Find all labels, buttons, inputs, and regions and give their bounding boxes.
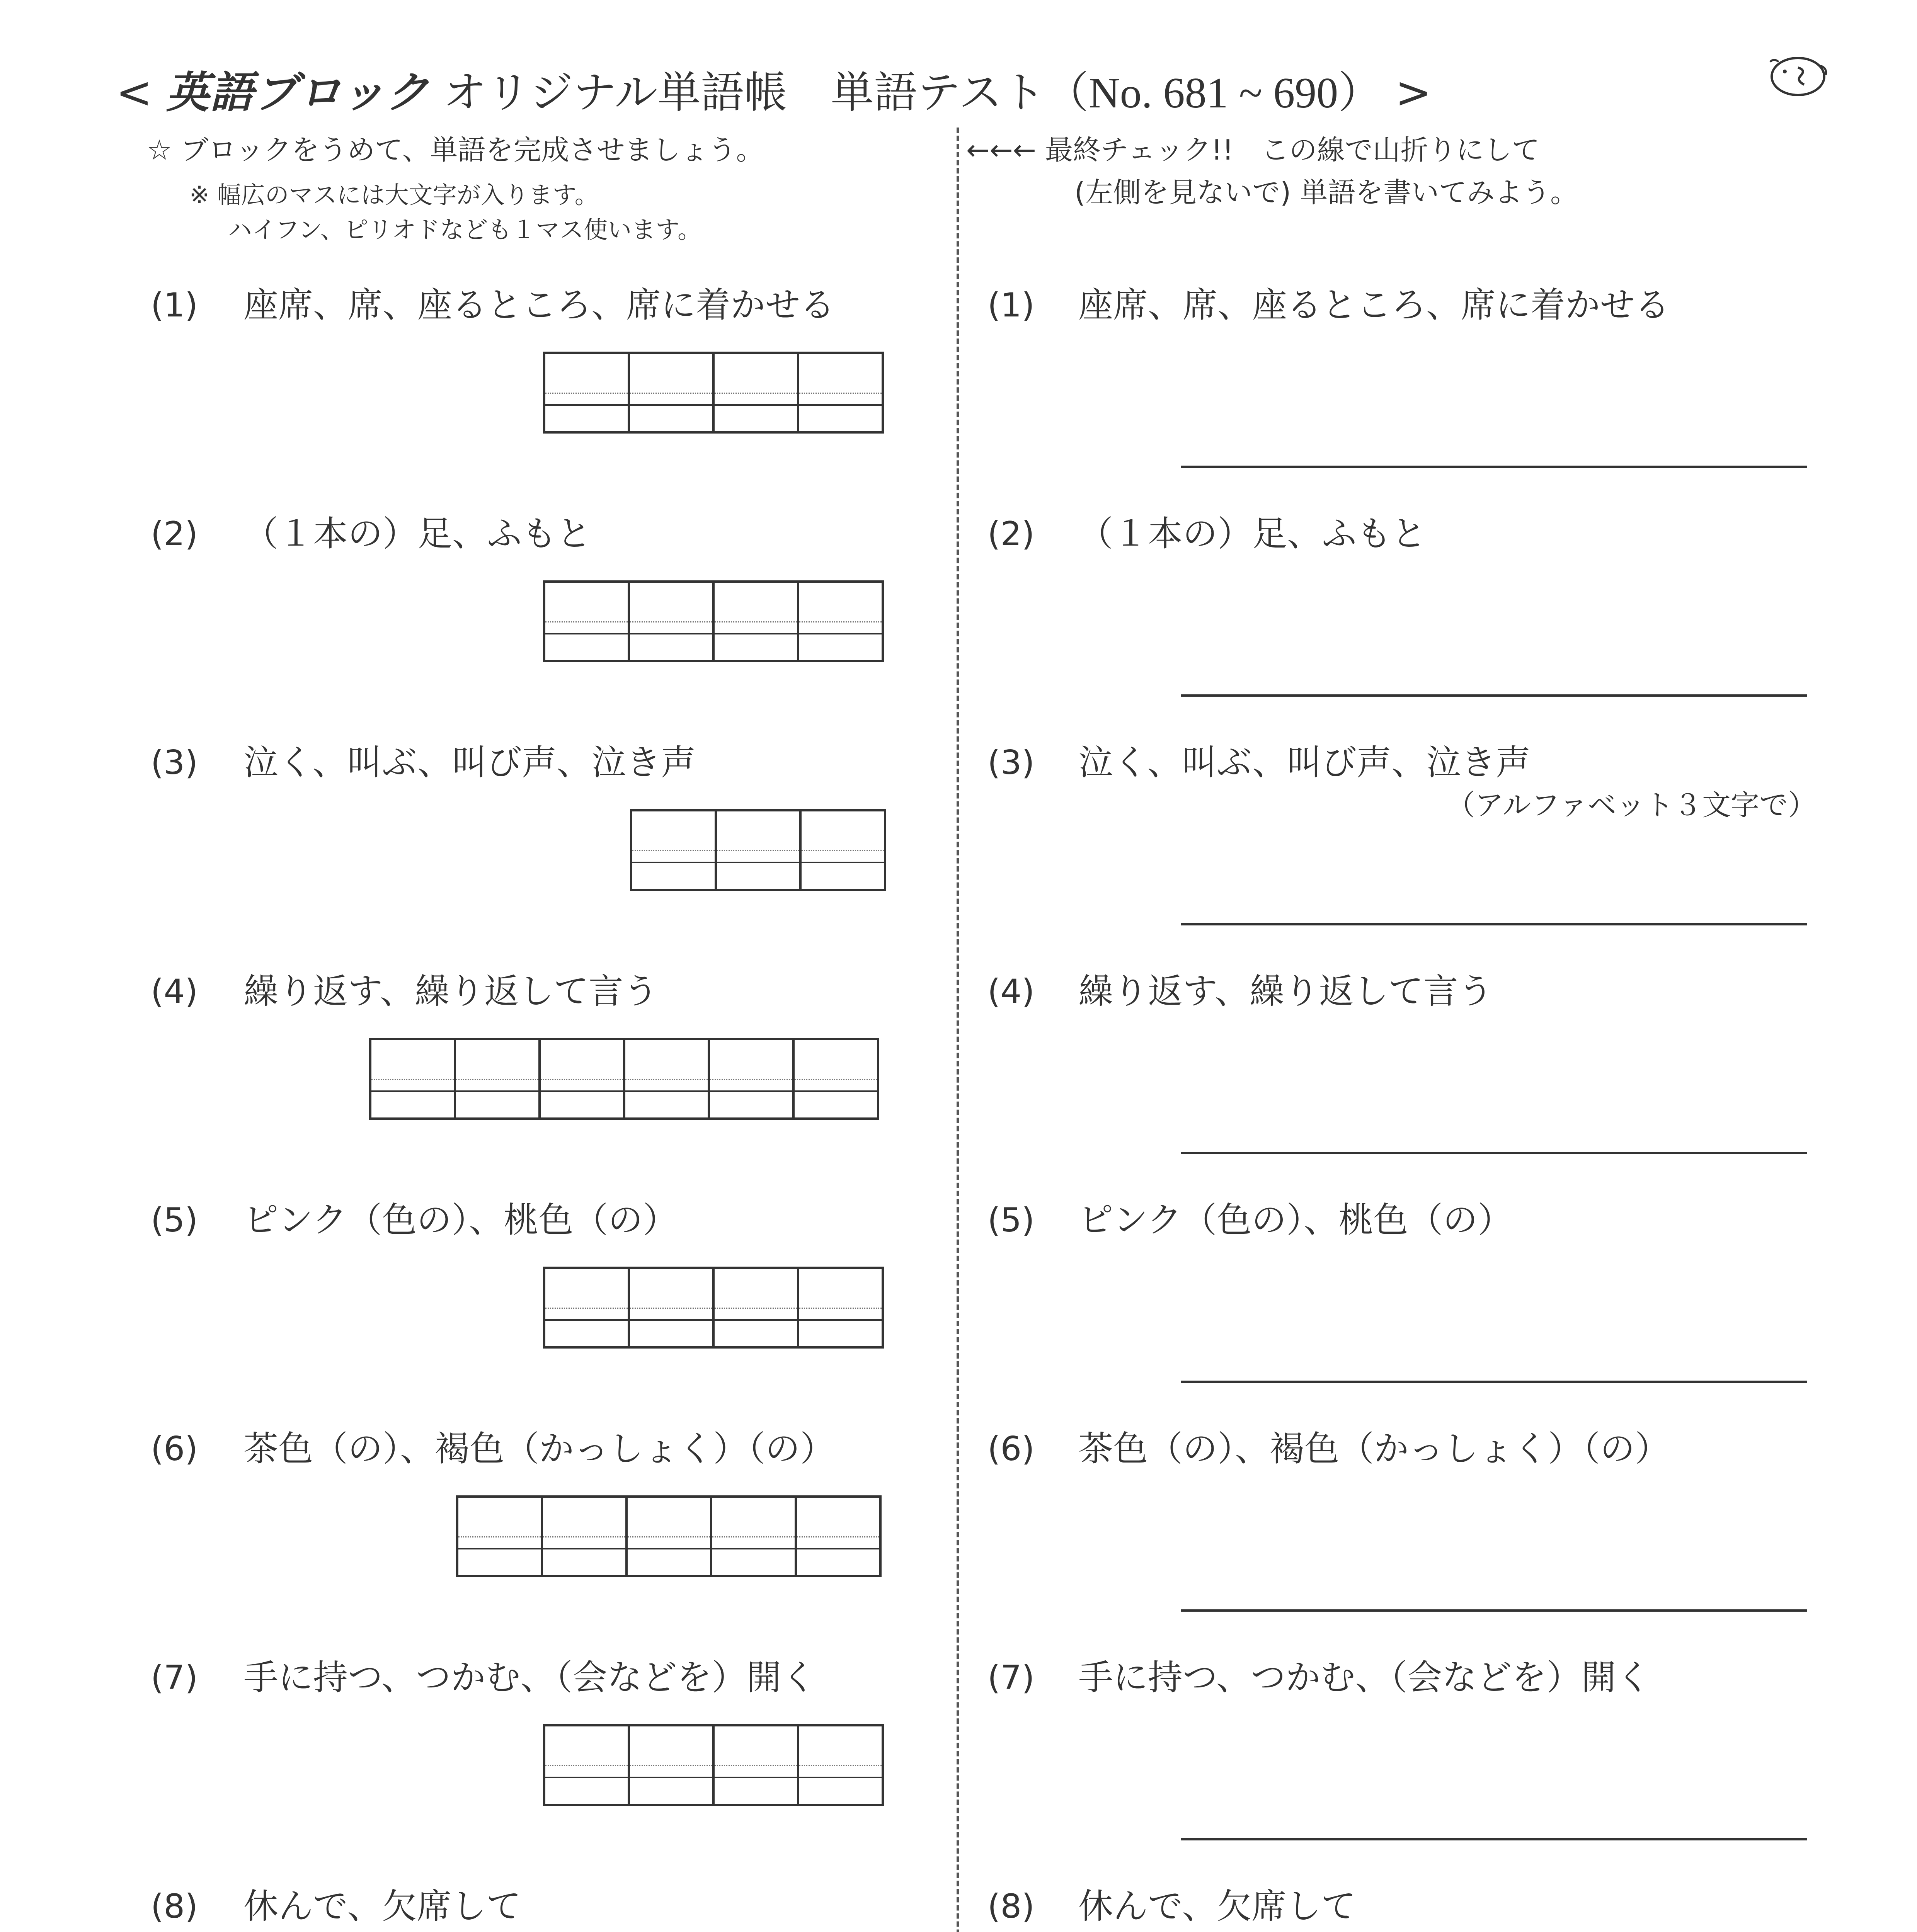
left-question-text: ピンク（色の）、桃色（の） xyxy=(243,1200,678,1240)
answer-cell[interactable] xyxy=(630,583,715,662)
left-question-text: 茶色（の）、褐色（かっしょく）（の） xyxy=(243,1429,835,1469)
right-question-hint: （アルファベット３文字で） xyxy=(1446,789,1817,822)
answer-cell[interactable] xyxy=(545,1726,630,1806)
left-question-number: (8) xyxy=(151,1887,198,1926)
answer-cell[interactable] xyxy=(799,1726,884,1806)
answer-write-line[interactable] xyxy=(1181,1381,1807,1383)
title-range: （No. 681 ~ 690） xyxy=(1045,69,1382,117)
answer-cell[interactable] xyxy=(712,1498,797,1577)
answer-write-line[interactable] xyxy=(1181,694,1807,697)
right-question-text: ピンク（色の）、桃色（の） xyxy=(1078,1200,1513,1240)
right-question-number: (7) xyxy=(987,1658,1035,1697)
answer-cell[interactable] xyxy=(456,1040,541,1120)
left-question-text: 休んで、欠席して xyxy=(243,1886,521,1927)
left-question-text: 座席、席、座るところ、席に着かせる xyxy=(243,285,835,325)
answer-write-line[interactable] xyxy=(1181,1152,1807,1154)
title-text: オリジナル単語帳 単語テスト xyxy=(429,68,1045,118)
right-question-text: 手に持つ、つかむ、（会などを）開く xyxy=(1078,1657,1651,1698)
right-question-text: 休んで、欠席して xyxy=(1078,1886,1356,1927)
left-note-hyphen: ハイフン、ピリオドなども１マス使います。 xyxy=(228,216,702,244)
answer-cell[interactable] xyxy=(795,1040,879,1120)
right-question-number: (8) xyxy=(987,1887,1035,1926)
answer-cell[interactable] xyxy=(715,1726,799,1806)
right-question-text: （１本の）足、ふもと xyxy=(1078,514,1426,554)
answer-write-line[interactable] xyxy=(1181,1838,1807,1840)
answer-grid xyxy=(369,1038,879,1120)
right-question-text: 繰り返す、繰り返して言う xyxy=(1078,971,1493,1012)
answer-cell[interactable] xyxy=(630,354,715,434)
fold-line xyxy=(957,128,959,1932)
left-question-number: (1) xyxy=(151,286,198,325)
answer-grid xyxy=(543,1724,884,1806)
right-question-number: (4) xyxy=(987,972,1035,1011)
answer-cell[interactable] xyxy=(545,1269,630,1349)
right-question-text: 泣く、叫ぶ、叫び声、泣き声 xyxy=(1078,742,1531,783)
page-title xyxy=(116,58,1432,128)
answer-cell[interactable] xyxy=(458,1498,543,1577)
left-question-text: 繰り返す、繰り返して言う xyxy=(243,971,658,1012)
answer-grid xyxy=(543,1267,884,1349)
answer-grid xyxy=(543,352,884,434)
answer-cell[interactable] xyxy=(799,1269,884,1349)
answer-cell[interactable] xyxy=(715,1269,799,1349)
answer-cell[interactable] xyxy=(799,354,884,434)
right-question-number: (5) xyxy=(987,1201,1035,1240)
answer-cell[interactable] xyxy=(715,583,799,662)
right-instruction: ←←← 最終チェック!! この線で山折りにして xyxy=(966,134,1540,166)
brand-name: 英語ブロック xyxy=(166,68,430,118)
left-question-number: (2) xyxy=(151,515,198,553)
answer-cell[interactable] xyxy=(799,583,884,662)
answer-cell[interactable] xyxy=(545,354,630,434)
answer-grid xyxy=(630,809,886,891)
answer-cell[interactable] xyxy=(630,1269,715,1349)
right-question-number: (1) xyxy=(987,286,1035,325)
right-question-text: 座席、席、座るところ、席に着かせる xyxy=(1078,285,1670,325)
mascot-face-icon xyxy=(1762,50,1832,100)
left-question-text: 泣く、叫ぶ、叫び声、泣き声 xyxy=(243,742,696,783)
answer-write-line[interactable] xyxy=(1181,1609,1807,1612)
right-question-number: (3) xyxy=(987,743,1035,782)
right-instruction-sub: (左側を見ないで) 単語を書いてみよう。 xyxy=(1074,176,1578,209)
answer-cell[interactable] xyxy=(710,1040,795,1120)
answer-write-line[interactable] xyxy=(1181,923,1807,925)
title-close-bracket: > xyxy=(1381,68,1432,118)
left-question-number: (6) xyxy=(151,1430,198,1468)
answer-cell[interactable] xyxy=(630,1726,715,1806)
answer-cell[interactable] xyxy=(717,811,802,891)
answer-grid xyxy=(456,1495,882,1577)
answer-cell[interactable] xyxy=(797,1498,882,1577)
answer-cell[interactable] xyxy=(715,354,799,434)
answer-cell[interactable] xyxy=(802,811,886,891)
left-question-text: （１本の）足、ふもと xyxy=(243,514,591,554)
left-note-uppercase: ※ 幅広のマスには大文字が入ります。 xyxy=(189,181,599,209)
answer-cell[interactable] xyxy=(371,1040,456,1120)
left-question-number: (5) xyxy=(151,1201,198,1240)
left-instruction: ☆ ブロックをうめて、単語を完成させましょう。 xyxy=(147,134,764,166)
left-question-number: (3) xyxy=(151,743,198,782)
answer-cell[interactable] xyxy=(625,1040,710,1120)
left-question-text: 手に持つ、つかむ、（会などを）開く xyxy=(243,1657,816,1698)
left-question-number: (7) xyxy=(151,1658,198,1697)
answer-cell[interactable] xyxy=(543,1498,628,1577)
right-question-text: 茶色（の）、褐色（かっしょく）（の） xyxy=(1078,1429,1670,1469)
answer-cell[interactable] xyxy=(632,811,717,891)
right-question-number: (2) xyxy=(987,515,1035,553)
title-open-bracket: < xyxy=(116,68,166,118)
answer-grid xyxy=(543,580,884,662)
left-question-number: (4) xyxy=(151,972,198,1011)
answer-cell[interactable] xyxy=(628,1498,712,1577)
answer-write-line[interactable] xyxy=(1181,466,1807,468)
right-question-number: (6) xyxy=(987,1430,1035,1468)
answer-cell[interactable] xyxy=(545,583,630,662)
answer-cell[interactable] xyxy=(541,1040,625,1120)
